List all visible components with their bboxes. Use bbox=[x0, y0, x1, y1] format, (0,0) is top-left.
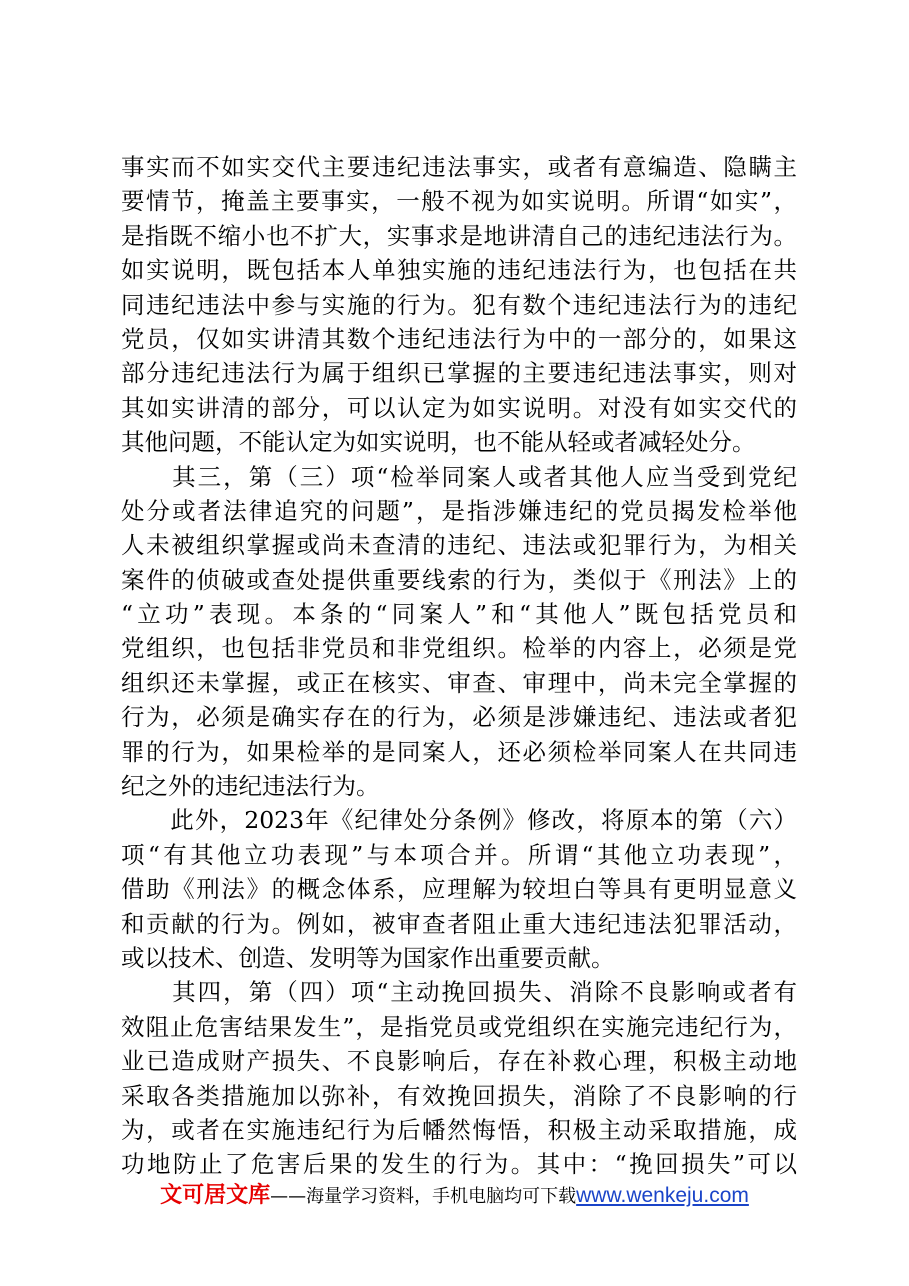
paragraph-1 bbox=[121, 150, 797, 460]
footer-url-link[interactable]: www.wenkeju.com bbox=[576, 1184, 749, 1207]
watermark-footer bbox=[0, 1181, 909, 1212]
text-line: 组织还未掌握，或正在核实、审查、审理中，尚未完全掌握的 bbox=[121, 668, 797, 697]
document-body bbox=[121, 150, 797, 1182]
text-line: 党组织，也包括非党员和非党组织。检举的内容上，必须是党 bbox=[121, 634, 797, 663]
text-line: 人未被组织掌握或尚未查清的违纪、违法或犯罪行为，为相关 bbox=[121, 531, 797, 560]
text-line: 纪之外的违纪违法行为。 bbox=[121, 772, 380, 801]
paragraph-3 bbox=[121, 803, 797, 975]
text-line: 业已造成财产损失、不良影响后，存在补救心理，积极主动地 bbox=[121, 1047, 797, 1076]
text-line: “立功”表现。本条的“同案人”和“其他人”既包括党员和 bbox=[121, 600, 797, 629]
text-line: 其四，第（四）项“主动挽回损失、消除不良影响或者有 bbox=[121, 978, 797, 1007]
text-line: 党员，仅如实讲清其数个违纪违法行为中的一部分的，如果这 bbox=[121, 324, 797, 353]
paragraph-2 bbox=[121, 460, 797, 804]
paragraph-4 bbox=[121, 975, 797, 1181]
text-line: 效阻止危害结果发生”，是指党员或党组织在实施完违纪行为， bbox=[121, 1012, 797, 1041]
text-line: 借助《刑法》的概念体系，应理解为较坦白等具有更明显意义 bbox=[121, 875, 797, 904]
footer-slogan: ——海量学习资料，手机电脑均可下载 bbox=[270, 1186, 577, 1207]
text-line: 为，或者在实施违纪行为后幡然悔悟，积极主动采取措施，成 bbox=[121, 1115, 797, 1144]
text-line: 处分或者法律追究的问题”，是指涉嫌违纪的党员揭发检举他 bbox=[121, 496, 797, 525]
text-line: 其他问题，不能认定为如实说明，也不能从轻或者减轻处分。 bbox=[121, 428, 756, 457]
text-line: 此外，2023年《纪律处分条例》修改，将原本的第（六） bbox=[121, 806, 797, 835]
text-line: 项“有其他立功表现”与本项合并。所谓“其他立功表现”， bbox=[121, 840, 797, 869]
text-line: 采取各类措施加以弥补，有效挽回损失，消除了不良影响的行 bbox=[121, 1081, 797, 1110]
text-line: 功地防止了危害后果的发生的行为。其中：“挽回损失”可以 bbox=[121, 1150, 797, 1179]
text-line: 其如实讲清的部分，可以认定为如实说明。对没有如实交代的 bbox=[121, 393, 797, 422]
text-line: 事实而不如实交代主要违纪违法事实，或者有意编造、隐瞒主 bbox=[121, 153, 797, 181]
text-line: 或以技术、创造、发明等为国家作出重要贡献。 bbox=[121, 943, 615, 972]
text-line: 罪的行为，如果检举的是同案人，还必须检举同案人在共同违 bbox=[121, 737, 797, 766]
text-line: 要情节，掩盖主要事实，一般不视为如实说明。所谓“如实”， bbox=[121, 187, 797, 216]
text-line: 部分违纪违法行为属于组织已掌握的主要违纪违法事实，则对 bbox=[121, 359, 797, 388]
text-line: 和贡献的行为。例如，被审查者阻止重大违纪违法犯罪活动， bbox=[121, 909, 797, 938]
footer-brand-name: 文可居文库 bbox=[160, 1183, 271, 1208]
text-line: 是指既不缩小也不扩大，实事求是地讲清自己的违纪违法行为。 bbox=[121, 221, 797, 250]
text-line: 案件的侦破或查处提供重要线索的行为，类似于《刑法》上的 bbox=[121, 565, 797, 594]
text-line: 同违纪违法中参与实施的行为。犯有数个违纪违法行为的违纪 bbox=[121, 290, 797, 319]
text-line: 如实说明，既包括本人单独实施的违纪违法行为，也包括在共 bbox=[121, 256, 797, 285]
text-line: 其三，第（三）项“检举同案人或者其他人应当受到党纪 bbox=[121, 462, 797, 491]
text-line: 行为，必须是确实存在的行为，必须是涉嫌违纪、违法或者犯 bbox=[121, 703, 797, 732]
